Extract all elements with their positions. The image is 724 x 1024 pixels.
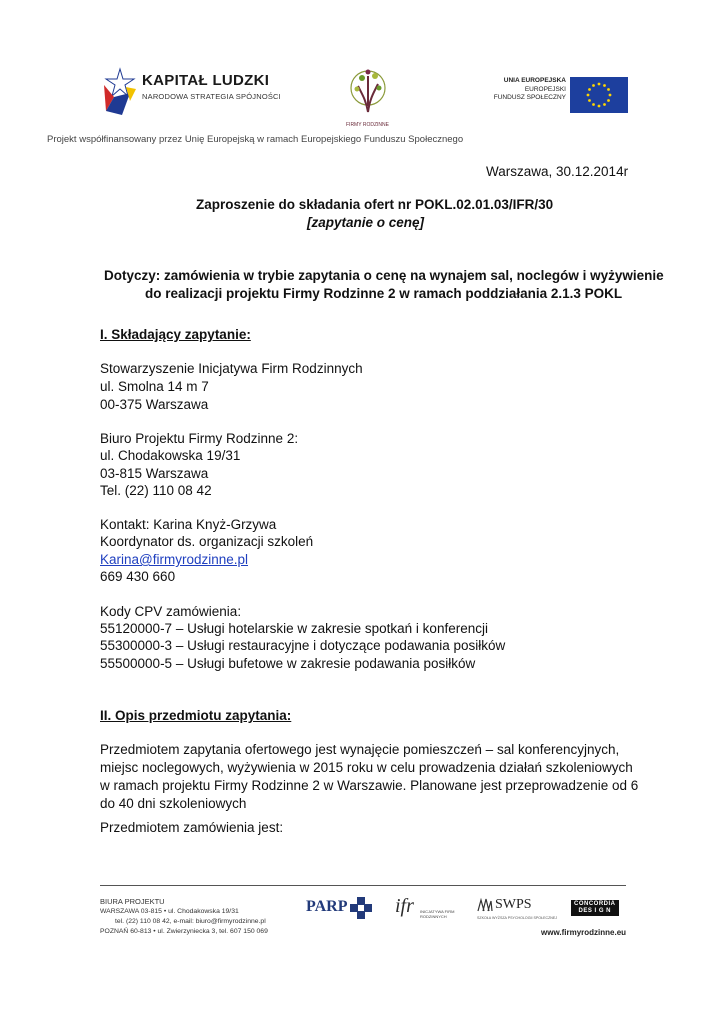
swps-emblem-icon [477,898,493,912]
parp-logo: PARP [306,898,348,915]
section-1-heading: I. Składający zapytanie: [100,327,251,342]
footer-address-warsaw: WARSZAWA 03-815 • ul. Chodakowska 19/31 [100,908,239,915]
footer-contact: tel. (22) 110 08 42, e-mail: biuro@firmyrodzinne.pl [115,918,266,925]
cpv-item: 55300000-3 – Usługi restauracyjne i dotyczące podawania posiłków [100,638,506,653]
footer-website: www.firmyrodzinne.eu [541,928,627,937]
contact-role: Koordynator ds. organizacji szkoleń [100,534,314,549]
document-subtitle: [zapytanie o cenę] [307,215,425,230]
footer-address-poznan: POZNAŃ 60-813 • ul. Zwierzyniecka 3, tel. 607 150 069 [100,928,268,935]
footer-title: BIURA PROJEKTU [100,897,165,906]
eu-logo-block [493,77,628,117]
order-subject: Przedmiotem zamówienia jest: [100,820,284,835]
ifr-subtitle: INICJATYWA FIRM RODZINNYCH [420,909,455,919]
org-city: 00-375 Warszawa [100,397,209,412]
description-line: Przedmiotem zapytania ofertowego jest wynajęcie pomieszczeń – sal konferencyjnych, [100,742,620,757]
firmy-rodzinne-label: FIRMY RODZINNE [346,122,389,128]
office-name: Biuro Projektu Firmy Rodzinne 2: [100,431,299,446]
place-date: Warszawa, 30.12.2014r [486,164,629,179]
org-name: Stowarzyszenie Inicjatywa Firm Rodzinnych [100,361,363,376]
office-city: 03-815 Warszawa [100,466,209,481]
concordia-line-1: CONCORDIA [574,901,616,907]
kapital-ludzki-subtitle: NARODOWA STRATEGIA SPÓJNOŚCI [142,92,281,101]
description-line: miejsc noclegowych, wyżywienia w 2015 roku w celu prowadzenia działań szkoleniowych [100,760,633,775]
office-phone: Tel. (22) 110 08 42 [100,483,212,498]
swps-logo: SWPS [495,897,532,912]
contact-name: Kontakt: Karina Knyż-Grzywa [100,517,277,532]
section-2-heading: II. Opis przedmiotu zapytania: [100,708,292,723]
eu-line3: FUNDUSZ SPOŁECZNY [493,94,566,101]
cpv-item: 55120000-7 – Usługi hotelarskie w zakresie spotkań i konferencji [100,621,488,636]
subject-line-2: do realizacji projektu Firmy Rodzinne 2 w ramach poddziałania 2.1.3 POKL [145,286,623,301]
cpv-heading: Kody CPV zamówienia: [100,604,242,619]
subject-line-1: Dotyczy: zamówienia w trybie zapytania o cenę na wynajem sal, noclegów i wyżywienie [104,268,664,283]
description-line: do 40 dni szkoleniowych [100,796,247,811]
office-street: ul. Chodakowska 19/31 [100,448,241,463]
firmy-rodzinne-tree-icon [348,62,388,124]
kapital-ludzki-title: KAPITAŁ LUDZKI [142,72,270,89]
ifr-logo: ifr [395,895,414,917]
cpv-item: 55500000-5 – Usługi bufetowe w zakresie podawania posiłków [100,656,476,671]
kapital-ludzki-logo-icon [100,67,140,117]
eu-flag-icon [570,77,628,113]
eu-line2: EUROPEJSKI [524,85,566,93]
contact-phone: 669 430 660 [100,569,176,584]
org-street: ul. Smolna 14 m 7 [100,379,209,394]
contact-email-link[interactable]: Karina@firmyrodzinne.pl [100,552,249,567]
swps-subtitle: SZKOŁA WYŻSZA PSYCHOLOGII SPOŁECZNEJ [477,916,558,920]
cofunding-note: Projekt współfinansowany przez Unię Europejską w ramach Europejskiego Funduszu Społecznego [47,134,464,145]
footer-divider [100,885,626,886]
concordia-line-2: DES I G N [578,908,611,914]
parp-emblem-icon [350,897,372,919]
concordia-design-logo [571,900,619,916]
eu-line1: UNIA EUROPEJSKA [503,77,566,84]
description-line: w ramach projektu Firmy Rodzinne 2 w Warszawie. Planowane jest przeprowadzenie od 6 [100,778,639,793]
document-title: Zaproszenie do składania ofert nr POKL.02.01.03/IFR/30 [196,197,554,212]
